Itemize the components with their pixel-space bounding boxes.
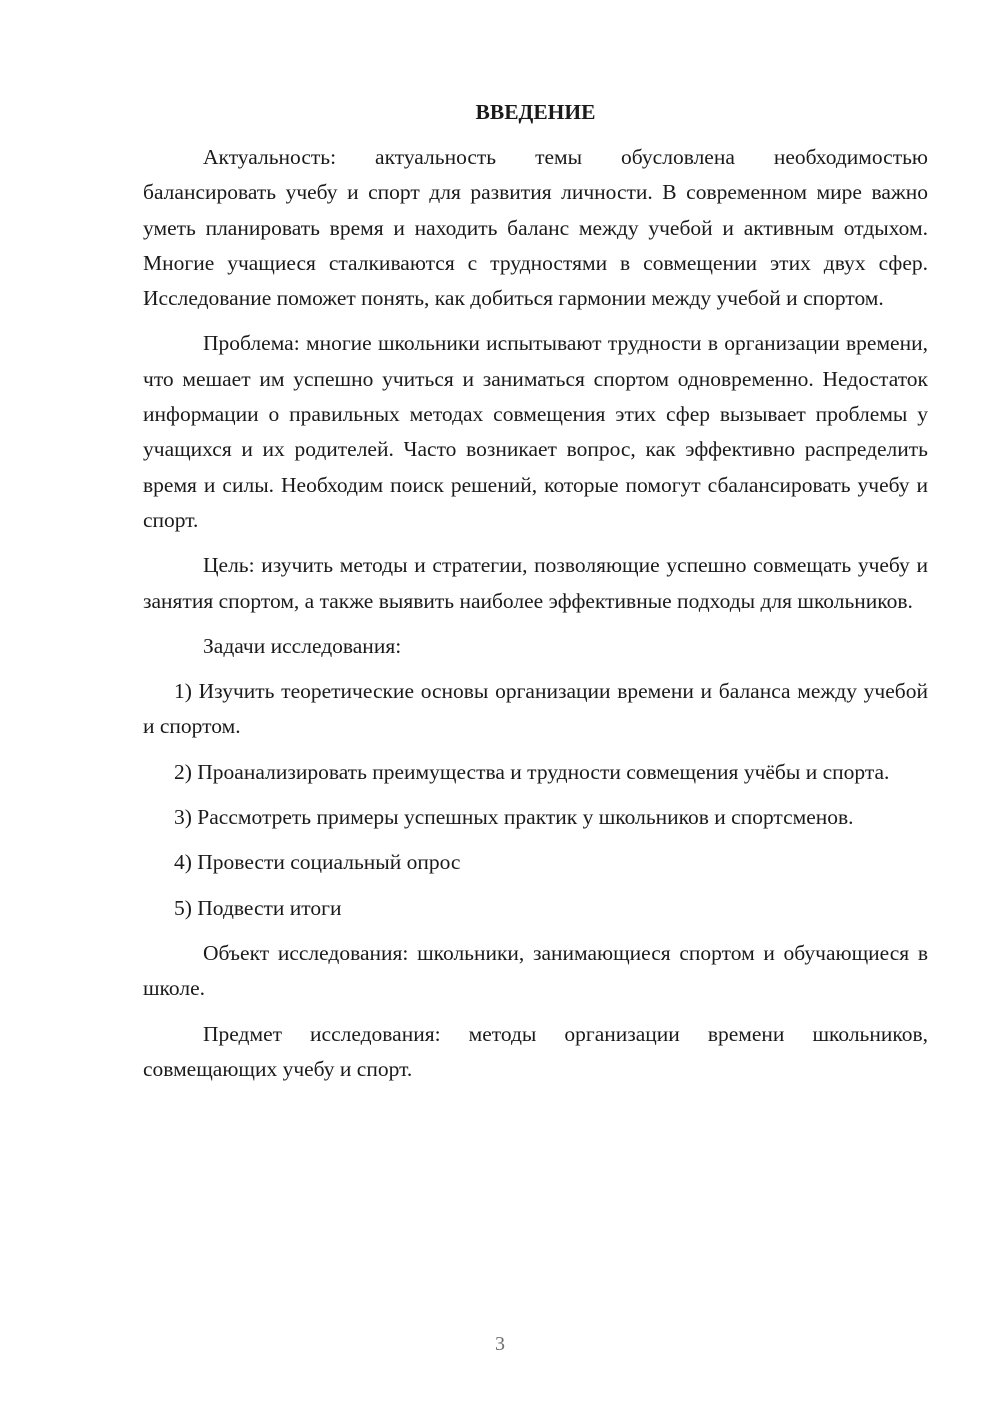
- paragraph-relevance: Актуальность: актуальность темы обусловлена необходимостью балансировать учебу и спорт для развития личности. В современном мире важно уметь планировать время и находить баланс между учебой и активным отдыхом. Многие учащиеся сталкиваются с трудностями в совмещении этих двух сфер. Исследование поможет понять, как добиться гармонии между учебой и спортом.: [143, 145, 928, 311]
- page-number: 3: [495, 1333, 505, 1355]
- task-item-5: 5) Подвести итоги: [174, 895, 342, 920]
- task-item-1: 1) Изучить теоретические основы организации времени и баланса между учебой и спортом.: [143, 679, 928, 739]
- page-title: ВВЕДЕНИЕ: [475, 100, 596, 124]
- task-item-3: 3) Рассмотреть примеры успешных практик у школьников и спортсменов.: [174, 805, 854, 830]
- task-item-2: 2) Проанализировать преимущества и трудности совмещения учёбы и спорта.: [174, 759, 890, 784]
- page-content: [143, 95, 928, 1097]
- paragraph-object: Объект исследования: школьники, занимающиеся спортом и обучающиеся в школе.: [143, 940, 928, 1001]
- tasks-heading: Задачи исследования:: [203, 633, 402, 658]
- paragraph-problem: Проблема: многие школьники испытывают трудности в организации времени, что мешает им успешно учиться и заниматься спортом одновременно. Недостаток информации о правильных методах совмещения этих сфер вызывает проблемы у учащихся и их родителей. Часто возникает вопрос, как эффективно распределить время и силы. Необходим поиск решений, которые помогут сбалансировать учебу и спорт.: [143, 331, 928, 532]
- paragraph-subject: Предмет исследования: методы организации времени школьников, совмещающих учебу и спорт.: [143, 1021, 928, 1081]
- paragraph-goal: Цель: изучить методы и стратегии, позволяющие успешно совмещать учебу и занятия спортом, а также выявить наиболее эффективные подходы для школьников.: [143, 553, 928, 613]
- task-item-4: 4) Провести социальный опрос: [174, 850, 461, 875]
